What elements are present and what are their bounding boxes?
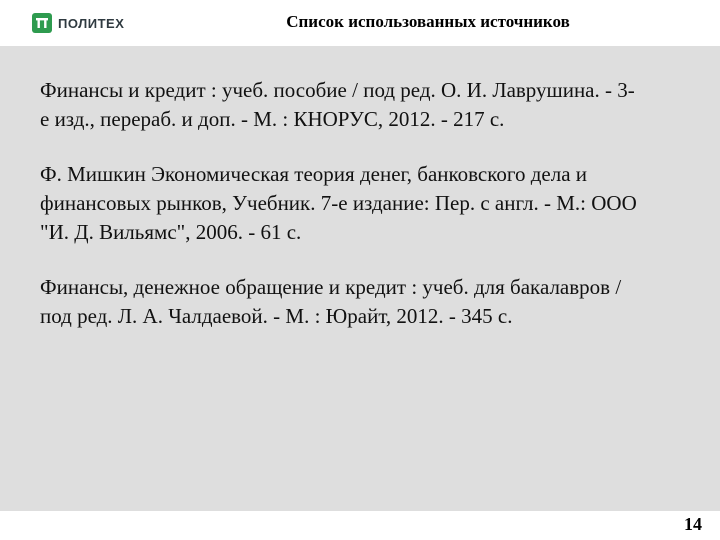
page-number: 14 [684, 514, 702, 534]
source-item: Финансы, денежное обращение и кредит : учеб. для бакалавров / под ред. Л. А. Чалдаевой. - М. : Юрайт, 2012. - 345 с. [40, 275, 622, 328]
logo-text: ПОЛИТЕХ [58, 15, 125, 31]
content-area [0, 46, 720, 511]
slide-header [0, 0, 720, 46]
logo [32, 12, 124, 34]
source-item: Финансы и кредит : учеб. пособие / под ред. О. И. Лаврушина. - 3-е изд., перераб. и доп. - М. : КНОРУС, 2012. - 217 с. [40, 78, 635, 131]
source-item: Ф. Мишкин Экономическая теория денег, банковского дела и финансовых рынков, Учебник. 7-е издание: Пер. с англ. - М.: ООО "И. Д. Вильямс", 2006. - 61 с. [40, 162, 637, 244]
politech-logo-icon [32, 13, 52, 33]
page-title: Список использованных источников [286, 12, 570, 31]
sources-list [40, 76, 640, 357]
slide-footer [0, 511, 720, 540]
